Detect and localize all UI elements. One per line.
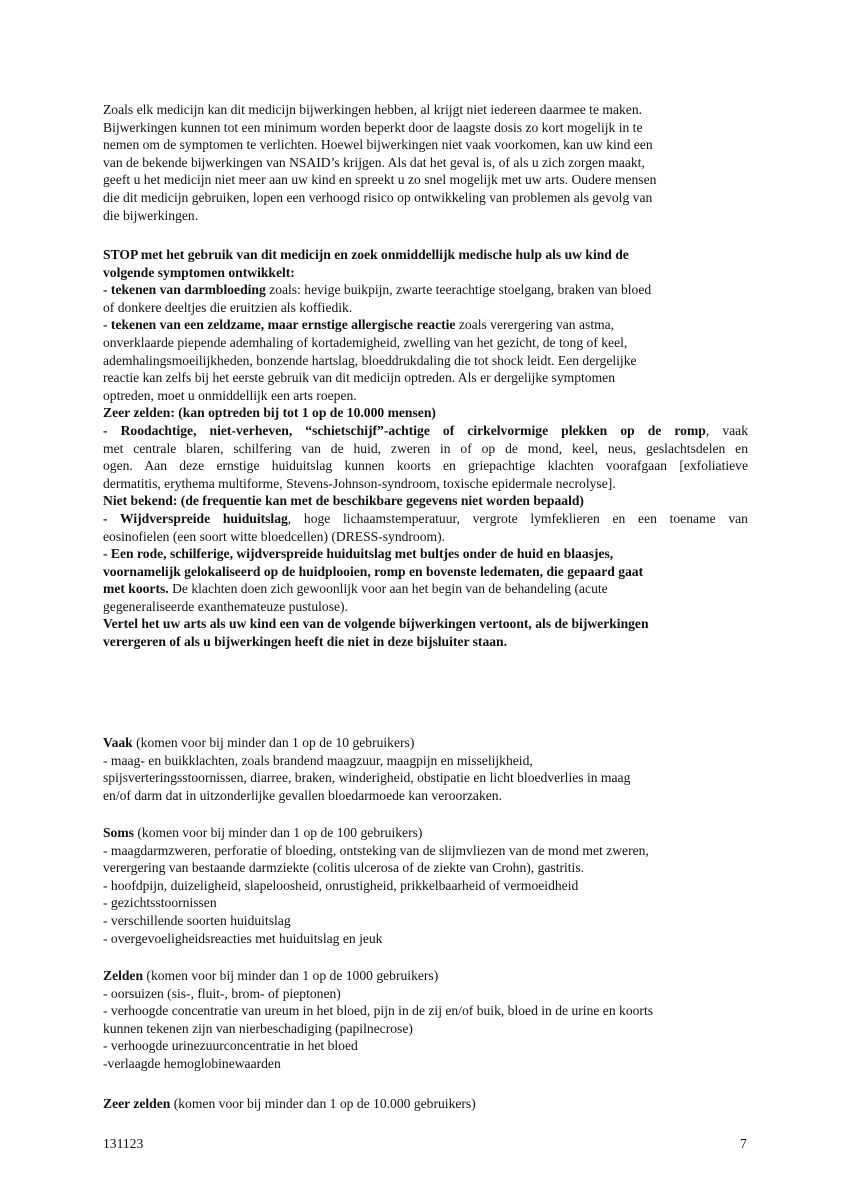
frequency-text: (komen voor bij minder dan 1 op de 10.000 gebruikers): [170, 1096, 476, 1111]
stop-section: [103, 246, 748, 651]
list-item: - maagdarmzweren, perforatie of bloeding, ontsteking van de slijmvliezen van de mond met zweren,: [103, 842, 649, 858]
frequency-label: Zeer zelden: [103, 1096, 171, 1111]
text-line: gegeneraliseerde exanthemateuze pustulose).: [103, 598, 348, 614]
frequency-label: Zelden: [103, 968, 144, 983]
text-line: van de bekende bijwerkingen van NSAID’s krijgen. Als dat het geval is, of als u zich zorgen maakt,: [103, 154, 645, 170]
uncommon-section: [103, 824, 748, 947]
frequency-heading: [103, 1095, 748, 1113]
stop-heading: volgende symptomen ontwikkelt:: [103, 264, 295, 280]
text-line: die dit medicijn gebruiken, lopen een verhoogd risico op ontwikkeling van problemen als gevolg van: [103, 189, 653, 205]
text-line: [103, 580, 748, 598]
list-item: - overgevoeligheidsreacties met huiduitslag en jeuk: [103, 930, 383, 946]
list-item: en/of darm dat in uitzonderlijke gevallen bloedarmoede kan veroorzaken.: [103, 787, 502, 803]
dress-label: - Wijdverspreide huiduitslag: [103, 510, 288, 526]
text-line: met centrale blaren, schilfering van de huid, zweren in of op de mond, keel, neus, geslachtsdelen en: [103, 440, 748, 456]
allergy-label: - tekenen van een zeldzame, maar ernstige allergische reactie: [103, 317, 456, 333]
very-rare-heading: Zeer zelden: (kan optreden bij tot 1 op de 10.000 mensen): [103, 405, 436, 421]
list-item: spijsverteringsstoornissen, diarree, braken, winderigheid, obstipatie en licht bloedverlies in maag: [103, 770, 631, 786]
unknown-heading: Niet bekend: (de frequentie kan met de beschikbare gegevens niet worden bepaald): [103, 493, 584, 509]
intro-paragraph: [103, 101, 748, 224]
text-line: nemen om de symptomen te verlichten. Hoewel bijwerkingen niet vaak voorkomen, kan uw kind een: [103, 137, 653, 153]
page-number: 7: [740, 1136, 747, 1151]
dress-item: [103, 510, 748, 528]
frequency-label: Soms: [103, 825, 134, 840]
common-section: [103, 734, 748, 804]
allergy-text: zoals verergering van astma,: [455, 317, 615, 333]
bleeding-label: - tekenen van darmbloeding: [103, 282, 266, 298]
bleeding-item: [103, 281, 748, 299]
text-line: ogen. Aan deze ernstige huiduitslag kunnen koorts en griepachtige klachten voorafgaan [exfoliatieve: [103, 458, 748, 474]
footer-code: 131123: [103, 1136, 144, 1151]
tell-doctor-text: Vertel het uw arts als uw kind een van de volgende bijwerkingen vertoont, als de bijwerkingen: [103, 616, 649, 632]
frequency-text: (komen voor bij minder dan 1 op de 100 gebruikers): [133, 825, 423, 840]
rare-section: [103, 967, 748, 1073]
text-line: of donkere deeltjes die eruitzien als koffiedik.: [103, 299, 353, 315]
list-item: - gezichtsstoornissen: [103, 895, 217, 911]
list-item: - verhoogde concentratie van ureum in het bloed, pijn in de zij en/of buik, bloed in de urine en koorts: [103, 1003, 654, 1019]
frequency-heading: [103, 824, 748, 842]
list-item: verergering van bestaande darmziekte (colitis ulcerosa of de ziekte van Crohn), gastritis.: [103, 860, 585, 876]
text-line: voornamelijk gelokaliseerd op de huidplooien, romp en bovenste ledematen, die gepaard gaat: [103, 563, 644, 579]
text-line: eosinofielen (een soort witte bloedcellen) (DRESS-syndroom).: [103, 528, 446, 544]
agep-text: De klachten doen zich gewoonlijk voor aan het begin van de behandeling (acute: [168, 581, 608, 597]
tell-doctor-text: verergeren of als u bijwerkingen heeft die niet in deze bijsluiter staan.: [103, 634, 507, 650]
dress-text: , hoge lichaamstemperatuur, vergrote lymfeklieren en een toename van: [287, 510, 748, 526]
list-item: - verhoogde urinezuurconcentratie in het bloed: [103, 1038, 358, 1054]
agep-item: - Een rode, schilferige, wijdverspreide huiduitslag met bultjes onder de huid en blaasjes,: [103, 546, 614, 562]
frequency-label: Vaak: [103, 735, 133, 750]
allergy-item: [103, 316, 748, 334]
text-line: onverklaarde piepende ademhaling of kortademigheid, zwelling van het gezicht, de tong of keel,: [103, 334, 628, 350]
skin-text: , vaak: [705, 422, 749, 438]
very-rare-section: [103, 1095, 748, 1113]
list-item: - oorsuizen (sis-, fluit-, brom- of pieptonen): [103, 985, 341, 1001]
list-item: -verlaagde hemoglobinewaarden: [103, 1055, 281, 1071]
list-item: - verschillende soorten huiduitslag: [103, 912, 291, 928]
frequency-text: (komen voor bij minder dan 1 op de 10 gebruikers): [132, 735, 415, 750]
text-line: Bijwerkingen kunnen tot een minimum worden beperkt door de laagste dosis zo kort mogelijk in te: [103, 119, 643, 135]
list-item: kunnen tekenen zijn van nierbeschadiging (papilnecrose): [103, 1020, 413, 1036]
text-line: optreden, moet u onmiddellijk een arts roepen.: [103, 387, 357, 403]
frequency-heading: [103, 967, 748, 985]
text-line: reactie kan zelfs bij het eerste gebruik van dit medicijn optreden. Als er dergelijke symptomen: [103, 370, 615, 386]
text-line: geeft u het medicijn niet meer aan uw kind en spreekt u zo snel mogelijk met uw arts. Oudere mensen: [103, 172, 657, 188]
skin-item: [103, 422, 748, 440]
list-item: - hoofdpijn, duizeligheid, slapeloosheid, onrustigheid, prikkelbaarheid of vermoeidheid: [103, 877, 579, 893]
text-line: die bijwerkingen.: [103, 207, 199, 223]
frequency-heading: [103, 734, 748, 752]
bleeding-text: zoals: hevige buikpijn, zwarte teerachtige stoelgang, braken van bloed: [265, 282, 652, 298]
text-line: Zoals elk medicijn kan dit medicijn bijwerkingen hebben, al krijgt niet iedereen daarmee te maken.: [103, 102, 643, 117]
text-line: ademhalingsmoeilijkheden, bonzende hartslag, bloeddrukdaling die tot shock leidt. Een dergelijke: [103, 352, 637, 368]
text-line: dermatitis, erythema multiforme, Stevens-Johnson-syndroom, toxische epidermale necrolyse].: [103, 475, 616, 491]
frequency-text: (komen voor bij minder dan 1 op de 1000 gebruikers): [143, 968, 439, 983]
skin-label: - Roodachtige, niet-verheven, “schietschijf”-achtige of cirkelvormige plekken op de romp: [103, 422, 706, 438]
agep-label-end: met koorts.: [103, 581, 169, 597]
list-item: - maag- en buikklachten, zoals brandend maagzuur, maagpijn en misselijkheid,: [103, 752, 533, 768]
stop-heading: STOP met het gebruik van dit medicijn en zoek onmiddellijk medische hulp als uw kind de: [103, 247, 629, 262]
